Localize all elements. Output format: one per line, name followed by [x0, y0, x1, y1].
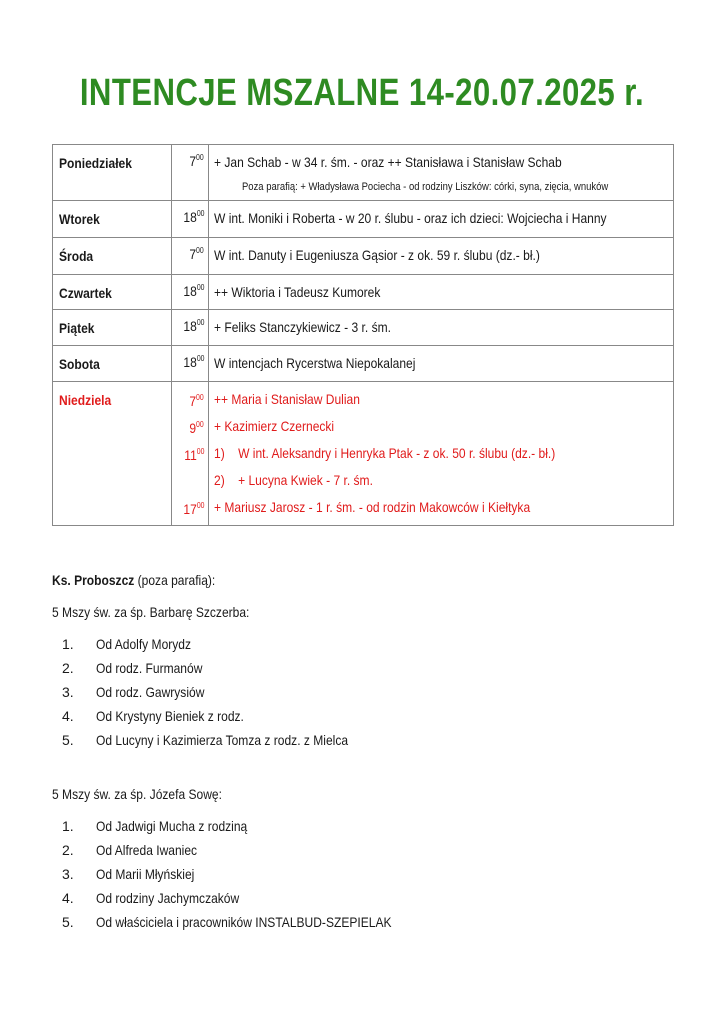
- mass-minutes: 00: [196, 283, 204, 292]
- day-cell: [53, 310, 172, 346]
- table-row-tuesday: [53, 201, 674, 238]
- day-cell: [53, 275, 172, 310]
- list-item: 1. Od Jadwigi Mucha z rodziną: [62, 818, 248, 834]
- intention-note: Poza parafią: + Władysława Pociecha - od rodziny Liszków: córki, syna, zięcia, wnuków: [242, 181, 609, 193]
- time-cell: [172, 238, 209, 275]
- mass-minutes: 00: [196, 393, 204, 402]
- mass-hour: 7: [189, 153, 197, 169]
- mass-minutes: 00: [196, 354, 204, 363]
- mass-hour: 18: [182, 354, 197, 370]
- intention-text: 1) W int. Aleksandry i Henryka Ptak - z ok. 50 r. ślubu (dz.- bł.): [214, 445, 556, 461]
- intention-cell: [209, 310, 674, 346]
- mass-hour: 7: [189, 246, 197, 262]
- proboszcz-label: Ks. Proboszcz: [52, 572, 135, 588]
- intention-text: + Mariusz Jarosz - 1 r. śm. - od rodzin Makowców i Kiełtyka: [214, 499, 531, 515]
- mass-hour: 18: [182, 318, 197, 334]
- mass-minutes: 00: [196, 246, 204, 255]
- intention-text: ++ Maria i Stanisław Dulian: [214, 391, 360, 407]
- list-item: 5. Od właściciela i pracowników INSTALBUD-SZEPIELAK: [62, 914, 392, 930]
- mass-hour: 9: [189, 420, 197, 436]
- list-item: 1. Od Adolfy Morydz: [62, 636, 192, 652]
- intention-text: + Feliks Stanczykiewicz - 3 r. śm.: [214, 319, 391, 335]
- mass-hour: 18: [182, 283, 197, 299]
- day-name: Środa: [59, 248, 94, 264]
- time-cell: [172, 201, 209, 238]
- time-cell: [172, 145, 209, 201]
- mass-hour: 11: [183, 447, 197, 463]
- intention-cell: [209, 275, 674, 310]
- day-cell: [53, 346, 172, 382]
- intention-cell: [209, 346, 674, 382]
- day-name: Czwartek: [59, 285, 112, 301]
- mass-minutes: 00: [196, 209, 204, 218]
- time-cell: [172, 382, 209, 526]
- day-name: Piątek: [59, 320, 95, 336]
- list-item: 2. Od Alfreda Iwaniec: [62, 842, 198, 858]
- list-item: 5. Od Lucyny i Kazimierza Tomza z rodz. z Mielca: [62, 732, 349, 748]
- intention-text: W intencjach Rycerstwa Niepokalanej: [214, 355, 416, 371]
- list-item: 4. Od Krystyny Bieniek z rodz.: [62, 708, 244, 724]
- intention-cell: [209, 382, 674, 526]
- list-item: 2. Od rodz. Furmanów: [62, 660, 203, 676]
- intention-text: W int. Moniki i Roberta - w 20 r. ślubu - oraz ich dzieci: Wojciecha i Hanny: [214, 210, 607, 226]
- day-cell: [53, 201, 172, 238]
- table-row-thursday: [53, 275, 674, 310]
- day-name: Niedziela: [59, 392, 112, 408]
- table-row-monday: [53, 145, 674, 201]
- intention-cell: [209, 201, 674, 238]
- mass-intentions-table: [52, 144, 674, 526]
- intention-cell: [209, 145, 674, 201]
- mass-hour: 18: [182, 209, 197, 225]
- day-cell: [53, 382, 172, 526]
- table-row-wednesday: [53, 238, 674, 275]
- list-item: 3. Od Marii Młyńskiej: [62, 866, 195, 882]
- mass-hour: 7: [189, 393, 197, 409]
- day-cell: [53, 145, 172, 201]
- proboszcz-heading: [52, 572, 242, 588]
- intention-text: W int. Danuty i Eugeniusza Gąsior - z ok. 59 r. ślubu (dz.- bł.): [214, 247, 540, 263]
- proboszcz-note: (poza parafią):: [134, 572, 216, 588]
- mass-minutes: 00: [196, 153, 204, 162]
- intention-text: + Jan Schab - w 34 r. śm. - oraz ++ Stanisława i Stanisław Schab: [214, 154, 562, 170]
- intention-cell: [209, 238, 674, 275]
- mass-minutes: 00: [196, 318, 204, 327]
- table-row-friday: [53, 310, 674, 346]
- list-item: 4. Od rodziny Jachymczaków: [62, 890, 240, 906]
- group1-list: [62, 632, 389, 752]
- time-cell: [172, 310, 209, 346]
- intention-text: ++ Wiktoria i Tadeusz Kumorek: [214, 284, 381, 300]
- mass-minutes: 00: [196, 447, 204, 456]
- mass-minutes: 00: [196, 501, 204, 510]
- page-title: INTENCJE MSZALNE 14-20.07.2025 r.: [79, 72, 645, 114]
- group2-heading: 5 Mszy św. za śp. Józefa Sowę:: [52, 786, 222, 802]
- mass-hour: 17: [182, 501, 197, 517]
- table-row-sunday: [53, 382, 674, 526]
- table-row-saturday: [53, 346, 674, 382]
- list-item: 3. Od rodz. Gawrysiów: [62, 684, 205, 700]
- day-name: Sobota: [59, 356, 100, 372]
- group1-heading: 5 Mszy św. za śp. Barbarę Szczerba:: [52, 604, 250, 620]
- day-name: Poniedziałek: [59, 155, 132, 171]
- time-cell: [172, 275, 209, 310]
- intention-text: + Kazimierz Czernecki: [214, 418, 335, 434]
- mass-minutes: 00: [196, 420, 204, 429]
- day-name: Wtorek: [59, 211, 100, 227]
- time-cell: [172, 346, 209, 382]
- day-cell: [53, 238, 172, 275]
- group2-list: [62, 814, 440, 934]
- intention-text: 2) + Lucyna Kwiek - 7 r. śm.: [214, 472, 373, 488]
